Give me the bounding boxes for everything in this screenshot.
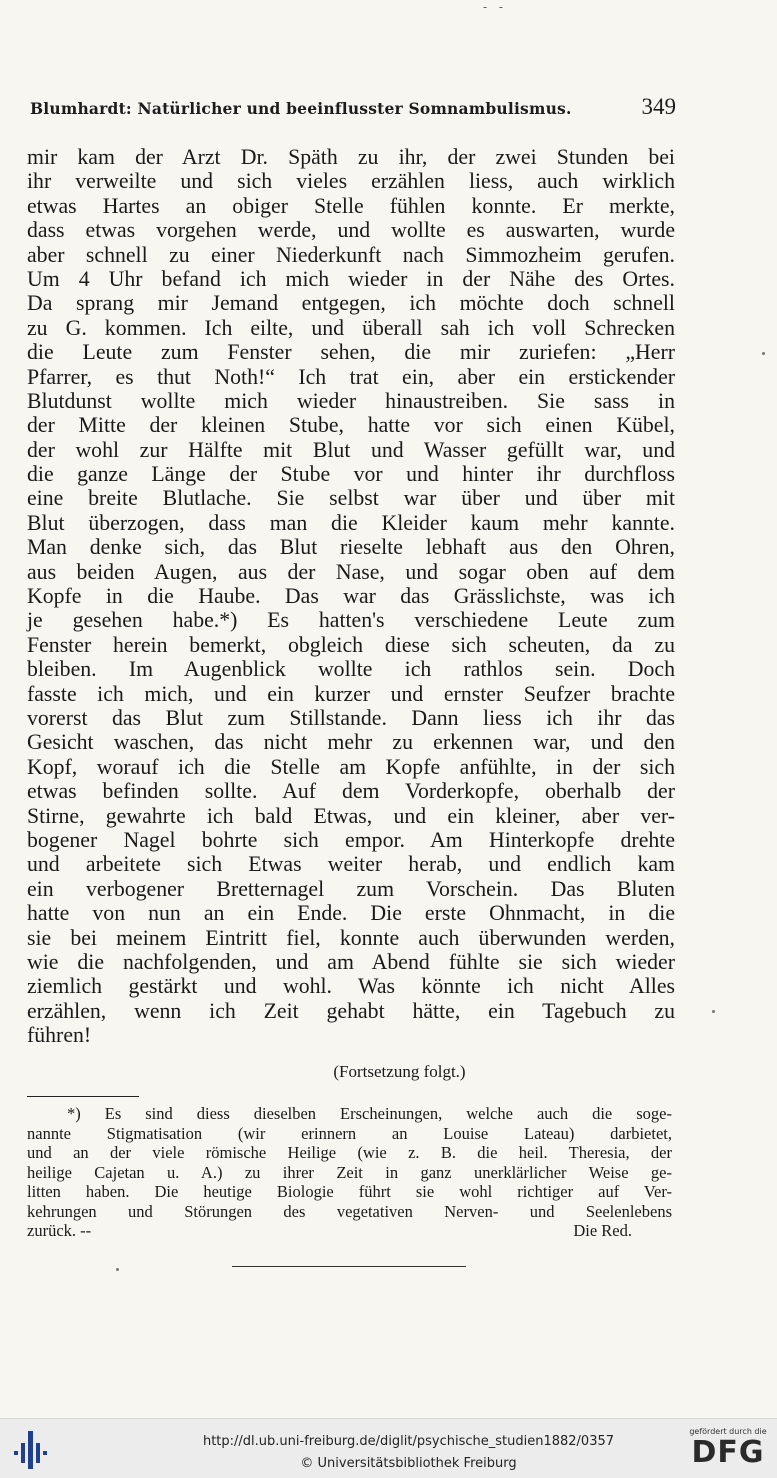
body-line: ihr verweilte und sich vieles erzählen liess, auch wirklich: [27, 169, 675, 194]
footnote: [27, 1104, 672, 1241]
body-line: Kopf, worauf ich die Stelle am Kopfe anfühlte, in der sich: [27, 754, 675, 779]
scan-speck: [712, 1010, 715, 1013]
footnote-last-line: [27, 1221, 672, 1241]
body-line: Da sprang mir Jemand entgegen, ich möchte doch schnell: [27, 291, 675, 316]
top-mark: - -: [483, 0, 507, 14]
dfg-funded-by: gefördert durch die: [689, 1427, 767, 1436]
footnote-line: und an der viele römische Heilige (wie z. B. die heil. Theresia, der: [27, 1143, 672, 1162]
running-head-title: Blumhardt: Natürlicher und beeinflusster Somnambulismus.: [30, 99, 572, 118]
body-line: Gesicht waschen, das nicht mehr zu erkennen war, und den: [27, 730, 675, 755]
body-line: ziemlich gestärkt und wohl. Was könnte ich nicht Alles: [27, 974, 675, 999]
body-line: bleiben. Im Augenblick wollte ich rathlos sein. Doch: [27, 657, 675, 682]
body-line: hatte von nun an ein Ende. Die erste Ohnmacht, in die: [27, 901, 675, 926]
scan-speck: [762, 352, 765, 355]
body-line: Um 4 Uhr befand ich mich wieder in der Nähe des Ortes.: [27, 266, 675, 291]
body-line: fasste ich mich, und ein kurzer und ernster Seufzer brachte: [27, 681, 675, 706]
dfg-logo[interactable]: [686, 1427, 770, 1470]
body-line: mir kam der Arzt Dr. Späth zu ihr, der zwei Stunden bei: [27, 145, 675, 169]
body-line: zu G. kommen. Ich eilte, und überall sah ich voll Schrecken: [27, 315, 675, 340]
body-line: Man denke sich, das Blut rieselte lebhaft aus den Ohren,: [27, 535, 675, 560]
body-line: Kopfe in die Haube. Das war das Grässlichste, was ich: [27, 584, 675, 609]
body-line: wie die nachfolgenden, und am Abend fühlte sie sich wieder: [27, 949, 675, 974]
footnote-line: litten haben. Die heutige Biologie führt sie wohl richtiger auf Ver-: [27, 1182, 672, 1201]
body-line: und arbeitete sich Etwas weiter herab, und endlich kam: [27, 852, 675, 877]
footnote-line: kehrungen und Störungen des vegetativen Nerven- und Seelenlebens: [27, 1201, 672, 1221]
body-line: eine breite Blutlache. Sie selbst war über und über mit: [27, 486, 675, 511]
body-line: Blut überzogen, dass man die Kleider kaum mehr kannte.: [27, 510, 675, 535]
footnote-rule: [27, 1096, 139, 1097]
body-line: je gesehen habe.*) Es hatten's verschiedene Leute zum: [27, 608, 675, 633]
page-number: 349: [641, 94, 676, 119]
footnote-line: nannte Stigmatisation (wir erinnern an Louise Lateau) darbietet,: [27, 1123, 672, 1143]
body-line: Blutdunst wollte mich wieder hinaustreiben. Sie sass in: [27, 388, 675, 413]
body-line: ein verbogener Bretternagel zum Vorschein. Das Bluten: [27, 876, 675, 901]
body-line: erzählen, wenn ich Zeit gehabt hätte, ein Tagebuch zu: [27, 998, 675, 1023]
body-line: dass etwas vorgehen werde, und wollte es auswarten, wurde: [27, 218, 675, 243]
body-line: etwas befinden sollte. Auf dem Vorderkopfe, oberhalb der: [27, 779, 675, 804]
body-line: die ganze Länge der Stube vor und hinter ihr durchfloss: [27, 462, 675, 487]
body-line: bogener Nagel bohrte sich empor. Am Hinterkopfe drehte: [27, 827, 675, 852]
footnote-last-text: zurück. --: [27, 1221, 92, 1240]
footnote-signature: Die Red.: [573, 1221, 632, 1240]
footnote-line: heilige Cajetan u. A.) zu ihrer Zeit in ganz unerklärlicher Weise ge-: [27, 1162, 672, 1182]
footer-bar: [0, 1418, 777, 1478]
footnote-line: *) Es sind diess dieselben Erscheinungen, welche auch die soge-: [67, 1104, 672, 1123]
continuation-note: (Fortsetzung folgt.): [333, 1062, 466, 1081]
copyright-text: © Universitätsbibliothek Freiburg: [300, 1456, 517, 1471]
body-line: sie bei meinem Eintritt fiel, konnte auch überwunden werden,: [27, 925, 675, 950]
body-line: etwas Hartes an obiger Stelle fühlen konnte. Er merkte,: [27, 193, 675, 218]
body-line: die Leute zum Fenster sehen, die mir zuriefen: „Herr: [27, 340, 675, 365]
scan-speck: [116, 1268, 119, 1271]
body-line: führen!: [27, 1023, 92, 1048]
body-line: aber schnell zu einer Niederkunft nach Simmozheim gerufen.: [27, 242, 675, 267]
body-text: [27, 145, 675, 1047]
body-line: Fenster herein bemerkt, obgleich diese sich scheuten, da zu: [27, 632, 675, 657]
body-line: vorerst das Blut zum Stillstande. Dann liess ich ihr das: [27, 705, 675, 730]
running-head: [30, 94, 676, 120]
body-line: Pfarrer, es thut Noth!“ Ich trat ein, aber ein erstickender: [27, 364, 675, 389]
dfg-wordmark: DFG: [691, 1435, 765, 1470]
body-line: der wohl zur Hälfte mit Blut und Wasser gefüllt war, und: [27, 437, 675, 462]
end-rule: [232, 1266, 466, 1267]
source-url-link[interactable]: http://dl.ub.uni-freiburg.de/diglit/psychische_studien1882/0357: [202, 1434, 615, 1449]
body-line: aus beiden Augen, aus der Nase, und sogar oben auf dem: [27, 559, 675, 584]
body-line: der Mitte der kleinen Stube, hatte vor sich einen Kübel,: [27, 413, 675, 438]
body-line: Stirne, gewahrte ich bald Etwas, und ein kleiner, aber ver-: [27, 803, 675, 828]
